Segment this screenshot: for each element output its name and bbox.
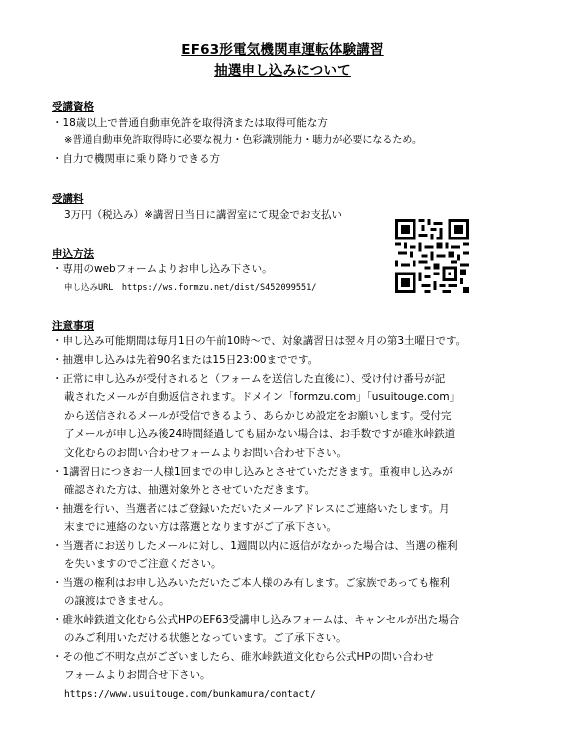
- fee-text: 3万円（税込み）※講習日当日に講習室にて現金でお支払い: [64, 209, 342, 221]
- note-line: ・その他ご不明な点がございましたら、碓氷峠鉄道文化むら公式HPの問い合わせ: [52, 651, 434, 663]
- note-line: 了メールが申し込み後24時間経過しても届かない場合は、お手数ですが碓氷峠鉄道: [64, 428, 456, 440]
- note-line: ・申し込み可能期間は毎月1日の午前10時～で、対象講習日は翌々月の第3土曜日です。: [52, 335, 467, 347]
- note-line: ・碓氷峠鉄道文化むら公式HPのEF63受講申し込みフォームは、キャンセルが出た場合: [52, 614, 460, 626]
- document-title: EF63形電気機関車運転体験講習: [181, 42, 384, 58]
- note-line: ・正常に申し込みが受付されると（フォームを送信した直後に）、受け付け番号が記: [52, 373, 446, 385]
- note-line: ・抽選申し込みは先着90名または15日23:00までです。: [52, 354, 319, 366]
- qualification-item: ・18歳以上で普通自動車免許を取得済または取得可能な方: [52, 117, 328, 129]
- qualification-note: ※普通自動車免許取得時に必要な視力・色彩識別能力・聴力が必要になるため。: [64, 135, 422, 146]
- note-line: のみご利用いただける状態となっています。ご了承下さい。: [64, 632, 347, 644]
- notes-heading: 注意事項: [52, 320, 94, 332]
- note-line: から送信されるメールが受信できるよう、あらかじめ設定をお願いします。受付完: [64, 410, 452, 422]
- application-heading: 申込方法: [52, 248, 94, 260]
- application-url[interactable]: 申し込みURL https://ws.formzu.net/dist/S452099551/: [64, 283, 317, 293]
- contact-url[interactable]: https://www.usuitouge.com/bunkamura/contact/: [64, 689, 316, 700]
- document-subtitle: 抽選申し込みについて: [214, 63, 351, 79]
- note-line: 確認された方は、抽選対象外とさせていただきます。: [64, 484, 316, 496]
- note-line: の譲渡はできません。: [64, 595, 170, 607]
- note-line: 載されたメールが自動返信されます。ドメイン「formzu.com」「usuitouge.com」: [64, 391, 461, 403]
- note-line: 末までに連絡のない方は落選となりますがご了承下さい。: [64, 521, 337, 533]
- note-line: ・当選の権利はお申し込みいただいたご本人様のみ有します。ご家族であっても権利: [52, 577, 451, 589]
- qualifications-heading: 受講資格: [52, 101, 94, 113]
- note-line: ・当選者にお送りしたメールに対し、1週間以内に返信がなかった場合は、当選の権利: [52, 540, 458, 552]
- qualification-item: ・自力で機関車に乗り降りできる方: [52, 153, 220, 165]
- note-line: を失いますのでご注意ください。: [64, 558, 222, 570]
- qr-code-icon: [395, 217, 469, 295]
- note-line: ・抽選を行い、当選者にはご登録いただいたメールアドレスにご連絡いたします。月: [52, 503, 450, 515]
- fee-heading: 受講料: [52, 193, 84, 205]
- note-line: ・1講習日につきお一人様1回までの申し込みとさせていただきます。重複申し込みが: [52, 466, 453, 478]
- application-text: ・専用のwebフォームよりお申し込み下さい。: [52, 263, 273, 275]
- note-line: 文化むらのお問い合わせフォームよりお問い合わせ下さい。: [64, 447, 347, 459]
- note-line: フォームよりお問合せ下さい。: [64, 669, 211, 681]
